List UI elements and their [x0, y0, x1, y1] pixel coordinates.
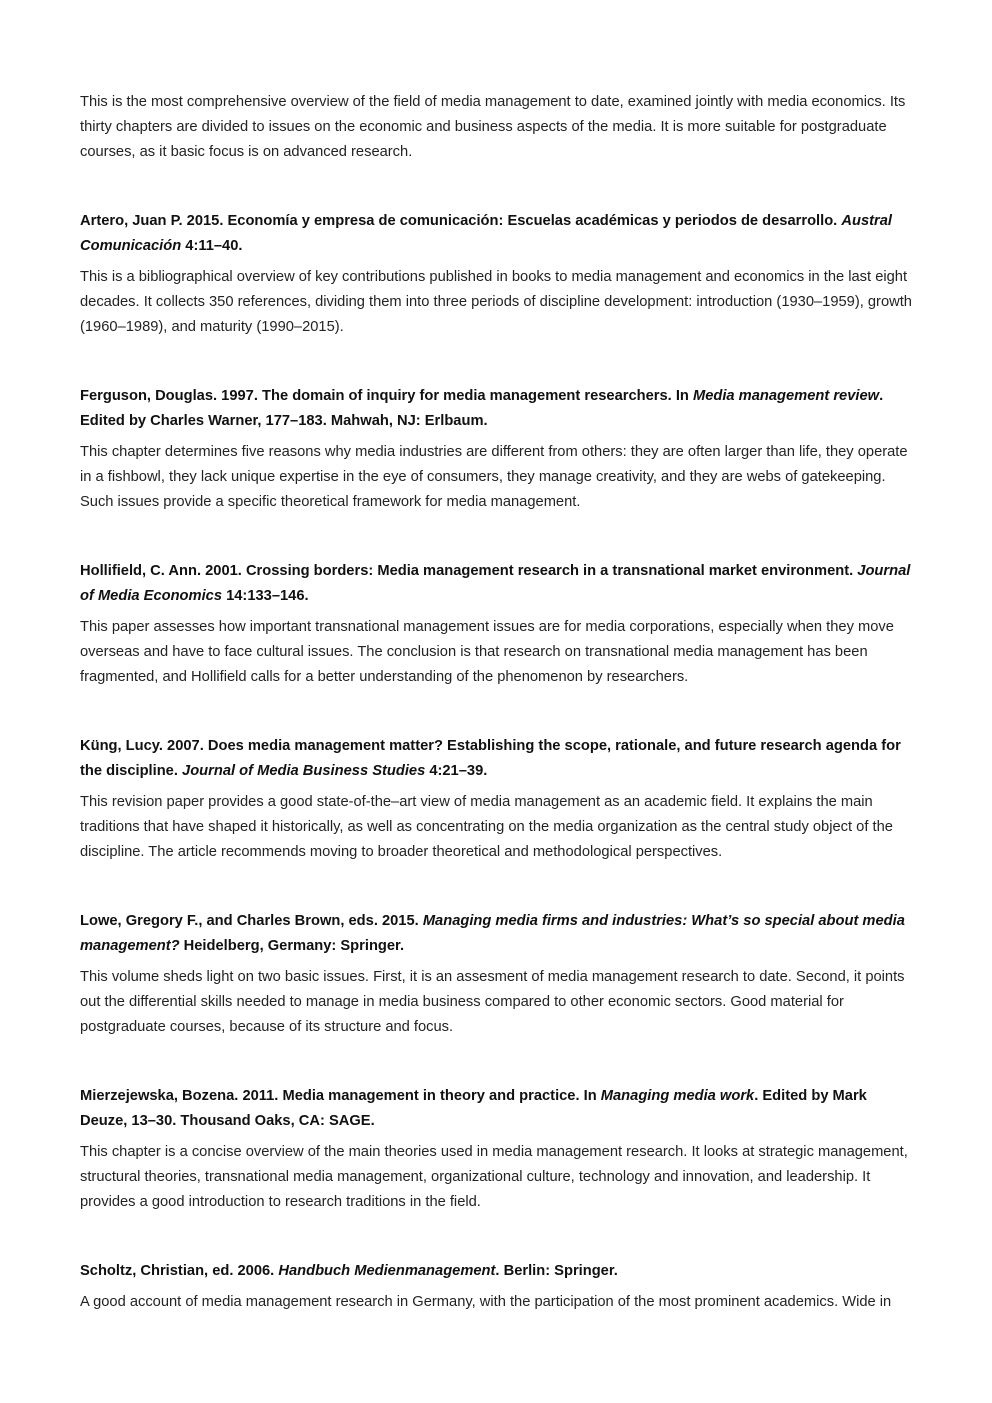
citation-text: Artero, Juan P. 2015. Economía y empresa de comunicación: Escuelas académicas y periodos de desarrollo. — [80, 213, 842, 229]
bibliography-entry — [80, 209, 916, 340]
citation-work-title: Managing media work — [600, 1088, 755, 1104]
citation-text: . Edited by Mark Deuze, 13–30. Thousand Oaks, CA: SAGE. — [80, 1088, 867, 1129]
citation-heading — [80, 384, 916, 434]
entry-annotation: This chapter is a concise overview of the main theories used in media management research. It looks at strategic management, structural theories, transnational media management, organizational culture, technology and innovation, and leadership. It provides a good introduction to research traditions in the field. — [80, 1144, 908, 1210]
citation-work-title: Handbuch Medienmanagement — [278, 1263, 496, 1279]
bibliography-list — [80, 209, 916, 1315]
citation-work-title: Journal of Media Economics — [80, 563, 911, 604]
citation-heading — [80, 559, 916, 609]
citation-text: Lowe, Gregory F., and Charles Brown, eds. 2015. — [80, 913, 423, 929]
citation-text: Mierzejewska, Bozena. 2011. Media management in theory and practice. In — [80, 1088, 601, 1104]
bibliography-entry — [80, 384, 916, 515]
entry-annotation: This is a bibliographical overview of key contributions published in books to media management and economics in the last eight decades. It collects 350 references, dividing them into three periods of discipline development: introduction (1930–1959), growth (1960–1989), and maturity (1990–2015). — [80, 269, 912, 335]
citation-heading — [80, 1084, 916, 1134]
bibliography-entry — [80, 559, 916, 690]
citation-text: Heidelberg, Germany: Springer. — [179, 938, 405, 954]
citation-work-title: Managing media firms and industries: What’s so special about media management? — [80, 913, 905, 954]
citation-work-title: Austral Comunicación — [80, 213, 892, 254]
citation-work-title: Journal of Media Business Studies — [182, 763, 426, 779]
citation-heading — [80, 909, 916, 959]
citation-text: . Berlin: Springer. — [495, 1263, 618, 1279]
bibliography-entry — [80, 909, 916, 1040]
citation-text: Scholtz, Christian, ed. 2006. — [80, 1263, 279, 1279]
citation-text: Ferguson, Douglas. 1997. The domain of inquiry for media management researchers. In — [80, 388, 693, 404]
citation-text: . Edited by Charles Warner, 177–183. Mahwah, NJ: Erlbaum. — [80, 388, 884, 429]
citation-text: 4:21–39. — [425, 763, 488, 779]
citation-work-title: Media management review — [692, 388, 880, 404]
entry-annotation: A good account of media management research in Germany, with the participation of the most prominent academics. Wide in — [80, 1294, 892, 1310]
citation-heading — [80, 209, 916, 259]
citation-text: Küng, Lucy. 2007. Does media management matter? Establishing the scope, rationale, and future research agenda for the discipline. — [80, 738, 901, 779]
bibliography-entry — [80, 1084, 916, 1215]
citation-text: 14:133–146. — [222, 588, 309, 604]
entry-annotation: This chapter determines five reasons why media industries are different from others: they are often larger than life, they operate in a fishbowl, they lack unique expertise in the eye of consumers, they manage creativity, and they are webs of gatekeeping. Such issues provide a specific theoretical framework for media management. — [80, 444, 908, 510]
entry-annotation: This revision paper provides a good state-of-the–art view of media management as an academic field. It explains the main traditions that have shaped it historically, as well as concentrating on the media organization as the central study object of the discipline. The article recommends moving to broader theoretical and methodological perspectives. — [80, 794, 893, 860]
entry-annotation: This volume sheds light on two basic issues. First, it is an assesment of media management research to date. Second, it points out the differential skills needed to manage in media business compared to other economic sectors. Good material for postgraduate courses, because of its structure and focus. — [80, 969, 905, 1035]
citation-heading — [80, 1259, 916, 1284]
citation-text: Hollifield, C. Ann. 2001. Crossing borders: Media management research in a transnational market environment. — [80, 563, 858, 579]
intro-annotation-paragraph: This is the most comprehensive overview of the field of media management to date, examined jointly with media economics. Its thirty chapters are divided to issues on the economic and business aspects of the media. It is more suitable for postgraduate courses, as it basic focus is on advanced research. — [80, 94, 906, 160]
citation-text: 4:11–40. — [181, 238, 243, 254]
entry-annotation: This paper assesses how important transnational management issues are for media corporations, especially when they move overseas and have to face cultural issues. The conclusion is that research on transnational media management has been fragmented, and Hollifield calls for a better understanding of the phenomenon by researchers. — [80, 619, 894, 685]
bibliography-entry — [80, 1259, 916, 1315]
text-column — [80, 90, 916, 1315]
citation-heading — [80, 734, 916, 784]
bibliography-entry — [80, 734, 916, 865]
